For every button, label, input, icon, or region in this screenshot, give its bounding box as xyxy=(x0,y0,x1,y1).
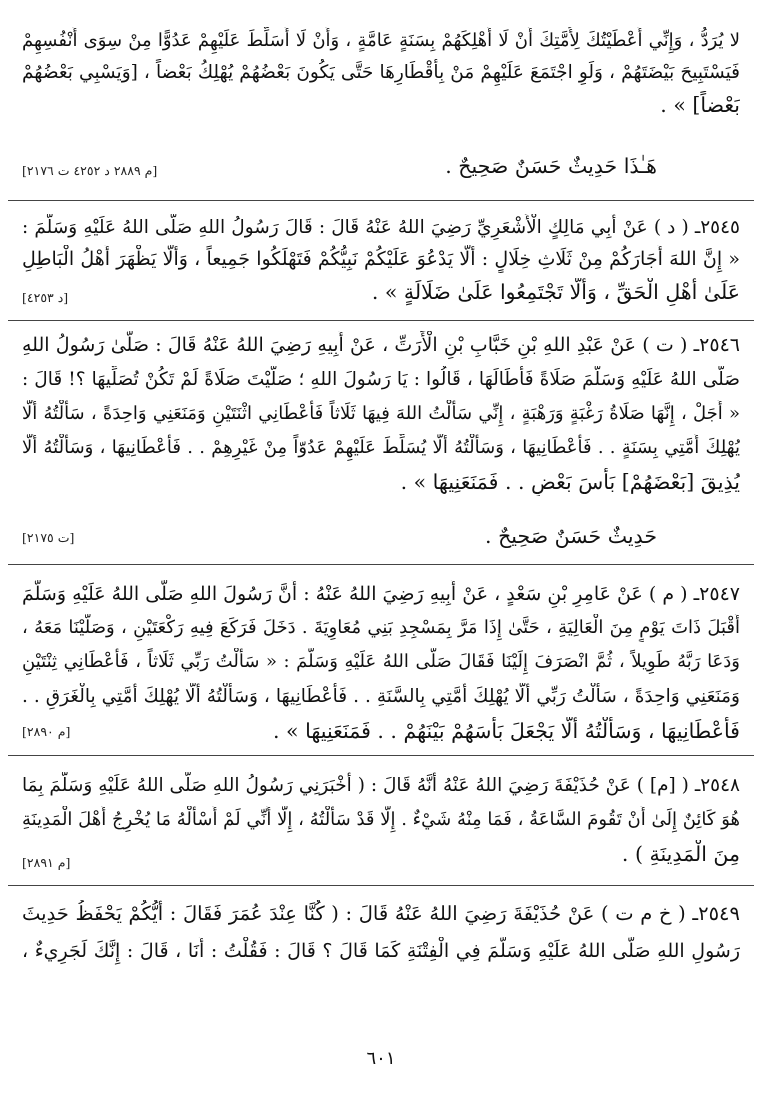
text-line: يُذِيقَ [بَعْضَهُمْ] بَأْسَ بَعْضٍ . . فَمَنَعَنِيهَا » . xyxy=(400,470,740,494)
text-line: لا يُرَدُّ ، وَإِنِّي أَعْطَيْتُكَ لِأُمَّتِكَ أَنْ لَا أُهْلِكَهُمْ بِسَنَةٍ عَامَّةٍ ، وَأَنْ لَا أُسَلِّطَ عَلَيْهِمْ عَدُوًّا مِنْ سِوَى أَنْفُسِهِمْ xyxy=(22,30,740,51)
text-line: « إِنَّ اللهَ أَجَارَكُمْ مِنْ ثَلَاثِ خِلَالٍ : أَلَّا يَدْعُوَ عَلَيْكُمْ نَبِيُّكُمْ فَتَهْلَكُوا جَمِيعاً ، وَأَلَّا يَظْهَرَ أَهْلُ الْبَاطِلِ xyxy=(22,248,740,270)
text-line: صَلَّى اللهُ عَلَيْهِ وَسَلَّمَ صَلَاةً فَأَطَالَهَا ، قَالُوا : يَا رَسُولَ اللهِ ؛ صَلَّيْتَ صَلَاةً لَمْ تَكُنْ تُصَلِّيهَا ؟! قَالَ : xyxy=(22,369,740,390)
hadith-grade: حَدِيثٌ حَسَنٌ صَحِيحٌ . xyxy=(485,524,657,548)
hadith-reference: [ت ٢١٧٥] xyxy=(22,530,75,545)
text-line: وَمَنَعَنِي وَاحِدَةً ، سَأَلْتُ رَبِّي أَلَّا يُهْلِكَ أُمَّتِي بِالسَّنَةِ . . فَأَعْطَانِيهَا ، وَسَأَلْتُهُ أَلَّا يُهْلِكَ أُمَّتِي بِالْغَرَقِ . . xyxy=(22,686,740,707)
hadith-reference: [م ٢٨٩١] xyxy=(22,855,71,870)
hadith-reference: [د ٤٢٥٣] xyxy=(22,290,69,305)
text-line: وَدَعَا رَبَّهُ طَوِيلاً ، ثُمَّ انْصَرَفَ إِلَيْنَا فَقَالَ صَلَّى اللهُ عَلَيْهِ وَسَلَّمَ : « سَأَلْتُ رَبِّي ثَلَاثاً ، فَأَعْطَانِي ثِنْتَيْنِ xyxy=(22,651,740,672)
text-line: مِنَ الْمَدِينَةِ ) . xyxy=(621,842,740,866)
divider xyxy=(8,885,754,886)
text-line: « أَجَلْ ، إِنَّهَا صَلَاةُ رَغْبَةٍ وَرَهْبَةٍ ، إِنِّي سَأَلْتُ اللهَ فِيهَا ثَلَاثاً فَأَعْطَانِي اثْنَتَيْنِ وَمَنَعَنِي وَاحِدَةً ، سَأَلْتُهُ أَلَّا xyxy=(22,403,740,424)
page-number: ٦٠١ xyxy=(366,1048,396,1069)
text-line: رَسُولِ اللهِ صَلَّى اللهُ عَلَيْهِ وَسَلَّمَ فِي الْفِتْنَةِ كَمَا قَالَ ؟ قَالَ : فَقُلْتُ : أَنَا ، قَالَ : إِنَّكَ لَجَرِيءٌ ، xyxy=(22,940,740,962)
hadith-grade: هَـٰذَا حَدِيثٌ حَسَنٌ صَحِيحٌ . xyxy=(445,154,657,178)
text-line: يُهْلِكَ أُمَّتِي بِسَنَةٍ . . فَأَعْطَانِيهَا ، وَسَأَلْتُهُ أَلَّا يُسَلِّطَ عَلَيْهِمْ عَدُوّاً مِنْ غَيْرِهِمْ . . فَأَعْطَانِيهَا ، وَسَأَلْتُهُ أَلَّا xyxy=(22,437,740,458)
text-line: بَعْضاً] » . xyxy=(660,93,740,117)
text-line: ٢٥٤٩ـ ( خ م ت ) عَنْ حُذَيْفَةَ رَضِيَ اللهُ عَنْهُ قَالَ : ( كُنَّا عِنْدَ عُمَرَ فَقَالَ : أَيُّكُمْ يَحْفَظُ حَدِيثَ xyxy=(22,902,740,925)
text-line: فَيَسْتَبِيحَ بَيْضَتَهُمْ ، وَلَوِ اجْتَمَعَ عَلَيْهِمْ مَنْ بِأَقْطَارِهَا حَتَّى يَكُونَ بَعْضُهُمْ يُهْلِكُ بَعْضاً ، [وَيَسْبِي بَعْضُهُمْ xyxy=(22,62,740,83)
divider xyxy=(8,320,754,321)
text-line: أَقْبَلَ ذَاتَ يَوْمٍ مِنَ الْعَالِيَةِ ، حَتَّىٰ إِذَا مَرَّ بِمَسْجِدِ بَنِي مُعَاوِيَةَ . دَخَلَ فَرَكَعَ فِيهِ رَكْعَتَيْنِ ، وَصَلَّيْنَا مَعَهُ ، xyxy=(22,617,740,638)
text-line: هُوَ كَائِنٌ إِلَىٰ أَنْ تَقُومَ السَّاعَةُ ، فَمَا مِنْهُ شَيْءٌ . إِلَّا قَدْ سَأَلْتُهُ ، إِلَّا أَنِّي لَمْ أَسْأَلْهُ مَا يُخْرِجُ أَهْلَ الْمَدِينَةِ xyxy=(22,809,740,830)
text-line: ٢٥٤٥ـ ( د ) عَنْ أَبِي مَالِكٍ الْأَشْعَرِيِّ رَضِيَ اللهُ عَنْهُ قَالَ : قَالَ رَسُولُ اللهِ صَلَّى اللهُ عَلَيْهِ وَسَلَّمَ : xyxy=(22,217,740,238)
hadith-reference: [م ٢٨٩٠] xyxy=(22,724,71,739)
divider xyxy=(8,564,754,565)
text-line: فَأَعْطَانِيهَا ، وَسَأَلْتُهُ أَلَّا يَجْعَلَ بَأْسَهُمْ بَيْنَهُمْ . . فَمَنَعَنِيهَا » . xyxy=(273,719,740,743)
text-line: ٢٥٤٧ـ ( م ) عَنْ عَامِرِ بْنِ سَعْدٍ ، عَنْ أَبِيهِ رَضِيَ اللهُ عَنْهُ : أَنَّ رَسُولَ اللهِ صَلَّى اللهُ عَلَيْهِ وَسَلَّمَ xyxy=(22,583,740,605)
text-line: ٢٥٤٨ـ ( [م] ) عَنْ حُذَيْفَةَ رَضِيَ اللهُ عَنْهُ أَنَّهُ قَالَ : ( أَخْبَرَنِي رَسُولُ اللهِ صَلَّى اللهُ عَلَيْهِ وَسَلَّمَ بِمَا xyxy=(22,775,740,796)
divider xyxy=(8,200,754,201)
text-line: عَلَىٰ أَهْلِ الْحَقِّ ، وَأَلَّا تَجْتَمِعُوا عَلَىٰ ضَلَالَةٍ » . xyxy=(371,280,740,304)
hadith-reference: [م ٢٨٨٩ د ٤٢٥٢ ت ٢١٧٦] xyxy=(22,163,158,178)
divider xyxy=(8,755,754,756)
text-line: ٢٥٤٦ـ ( ت ) عَنْ عَبْدِ اللهِ بْنِ خَبَّابِ بْنِ الْأَرَتِّ ، عَنْ أَبِيهِ رَضِيَ اللهُ عَنْهُ قَالَ : صَلَّىٰ رَسُولُ اللهِ xyxy=(22,334,740,356)
